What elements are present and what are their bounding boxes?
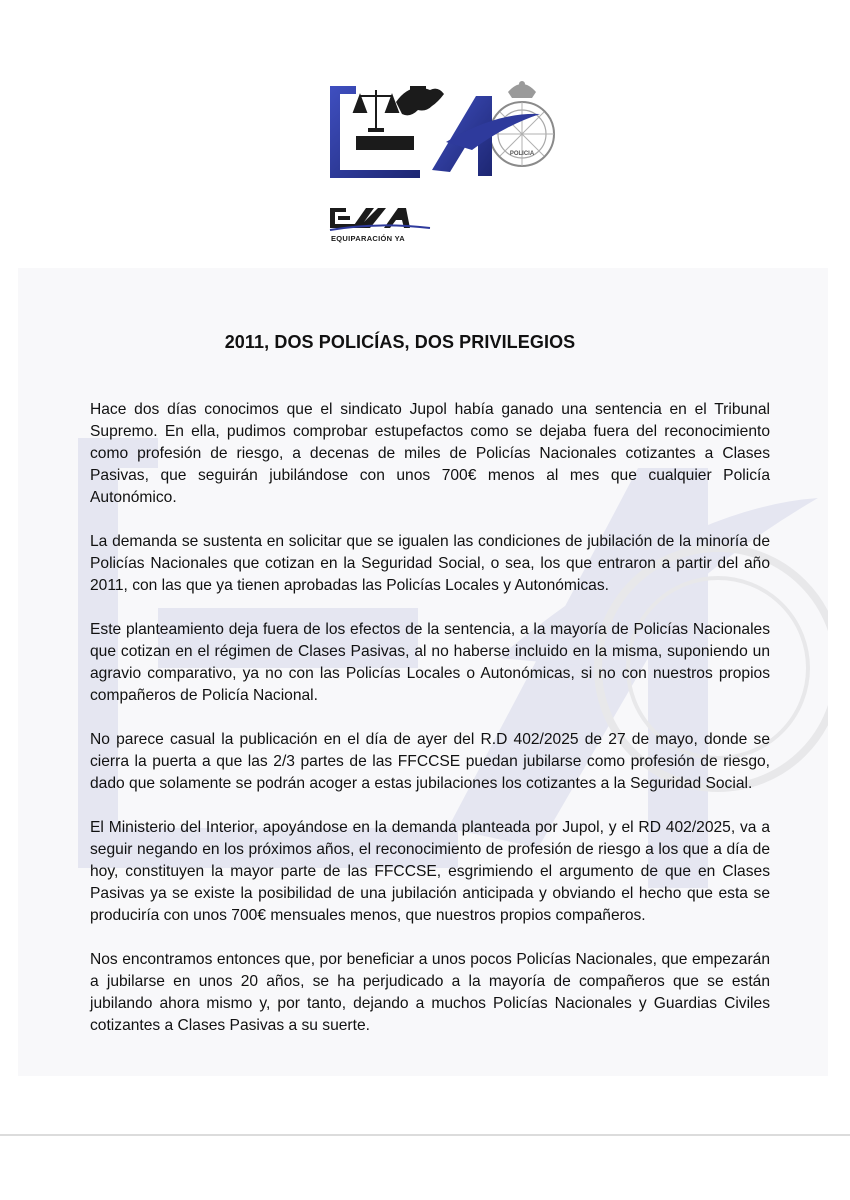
logo-caption: EQUIPARACIÓN YA [331, 234, 405, 243]
document-body [90, 399, 770, 1059]
eya-small-mark [326, 202, 436, 232]
lion-icon [396, 88, 444, 116]
paragraph: Hace dos días conocimos que el sindicato Jupol había ganado una sentencia en el Tribunal Supremo. En ella, pudimos comprobar estupefactos como se dejaba fuera del reconocimiento como profesión de riesgo, a decenas de miles de Policías Nacionales cotizantes a Clases Pasivas, que seguirán jubilándose con unos 700€ menos al mes que cualquier Policía Autonómico. [90, 401, 770, 506]
paragraph: Nos encontramos entonces que, por beneficiar a unos pocos Policías Nacionales, que empezarán a jubilarse en unos 20 años, se ha perjudicado a la mayoría de compañeros que se están jubilando ahora mismo y, por tanto, dejando a muchos Policías Nacionales y Guardias Civiles cotizantes a Clases Pasivas a su suerte. [90, 951, 770, 1034]
seal-label: POLICIA [509, 151, 535, 157]
paragraph: Este planteamiento deja fuera de los efectos de la sentencia, a la mayoría de Policías Nacionales que cotizan en el régimen de Clases Pasivas, al no haberse incluido en la misma, suponiendo un agravio comparativo, ya no con las Policías Locales o Autonómicas, si no con nuestros propios compañeros de Policía Nacional. [90, 621, 770, 704]
eya-small-logo [326, 202, 436, 248]
page-title: 2011, DOS POLICÍAS, DOS PRIVILEGIOS [224, 332, 576, 352]
paragraph: No parece casual la publicación en el día de ayer del R.D 402/2025 de 27 de mayo, donde se cierra la puerta a que las 2/3 partes de las FFCCSE puedan jubilarse como profesión de riesgo, dado que solamente se podrán acoger a estas jubilaciones los cotizantes a la Seguridad Social. [90, 731, 770, 792]
footer-divider [0, 1134, 850, 1136]
paragraph: El Ministerio del Interior, apoyándose en la demanda planteada por Jupol, y el RD 402/2025, va a seguir negando en los próximos años, el reconocimiento de profesión de riesgo a los que a día de hoy, constituyen la mayor parte de las FFCCSE, esgrimiendo el argumento de que en Clases Pasivas ya se existe la posibilidad de una jubilación anticipada y obviando el hecho que esta se produciría con unos 700€ mensuales menos, que nuestros propios compañeros. [90, 819, 770, 924]
scales-of-justice-icon [354, 90, 398, 130]
eya-main-logo [326, 72, 558, 188]
paragraph: La demanda se sustenta en solicitar que se igualen las condiciones de jubilación de la minoría de Policías Nacionales que cotizan en la Seguridad Social, o sea, los que entraron a partir del año 2011, con las que ya tienen aprobadas las Policías Locales y Autonómicas. [90, 533, 770, 594]
